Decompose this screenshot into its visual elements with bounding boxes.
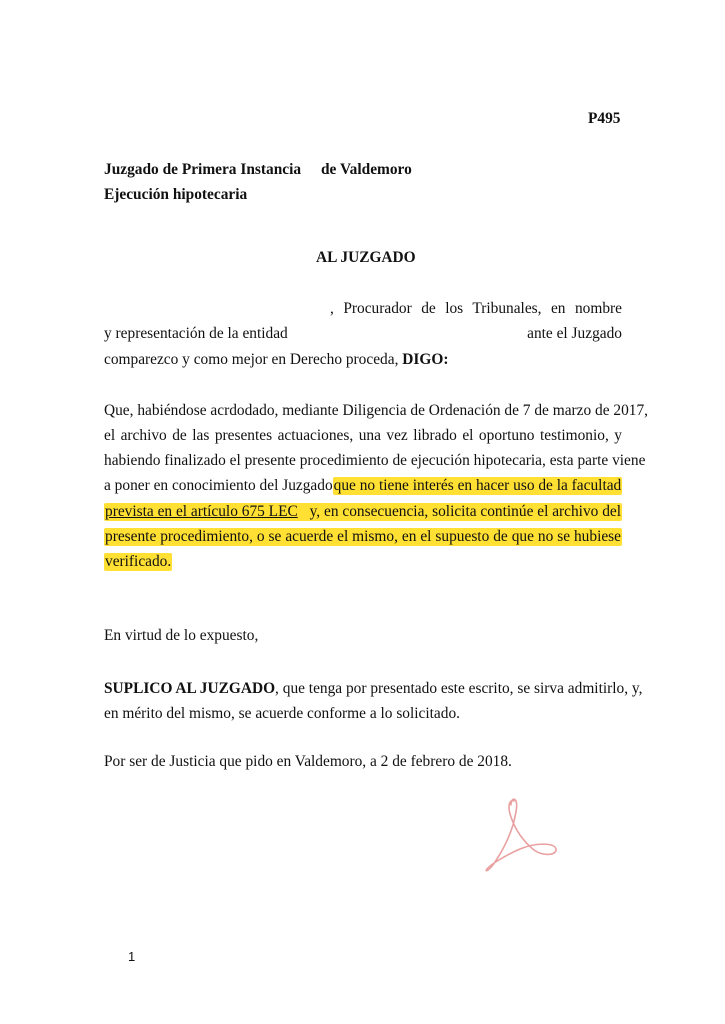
body-line-4-highlight: que no tiene interés en hacer uso de la facultad: [333, 477, 622, 494]
body-line-4-plain: a poner en conocimiento del Juzgado: [104, 477, 333, 494]
page-number: 1: [128, 949, 136, 964]
adobe-sign-icon: [478, 795, 562, 875]
intro-line-3: [104, 351, 448, 369]
intro-line-1: , Procurador de los Tribunales, en nombre: [330, 300, 622, 317]
virtud-line: En virtud de lo expuesto,: [104, 627, 259, 644]
body-line-7: verificado.: [105, 553, 172, 570]
document-reference: P495: [588, 110, 621, 127]
intro-line-2b: ante el Juzgado: [527, 325, 622, 342]
suplico-text: , que tenga por presentado este escrito, se sirva admitirlo, y,: [275, 680, 643, 697]
date-line: Por ser de Justicia que pido en Valdemoro, a 2 de febrero de 2018.: [104, 753, 512, 770]
body-line-4: [104, 477, 622, 495]
body-line-2: el archivo de las presentes actuaciones, una vez librado el oportuno testimonio, y: [104, 427, 622, 444]
digo-label: DIGO:: [402, 351, 449, 368]
article-reference: prevista en el artículo 675 LEC: [105, 503, 298, 520]
intro-line-2a: y representación de la entidad: [104, 325, 288, 342]
body-line-6: presente procedimiento, o se acuerde el mismo, en el supuesto de que no se hubiese: [105, 528, 621, 545]
court-name: Juzgado de Primera Instancia: [104, 161, 302, 178]
body-line-5-rest: y, en consecuencia, solicita continúe el archivo del: [309, 503, 621, 520]
suplico-line-2: en mérito del mismo, se acuerde conforme a lo solicitado.: [104, 705, 461, 722]
procedure-type: Ejecución hipotecaria: [104, 186, 248, 203]
court-place: de Valdemoro: [321, 161, 412, 178]
body-line-3: habiendo finalizado el presente procedimiento de ejecución hipotecaria, esta parte viene: [104, 452, 646, 469]
suplico-line-1: [104, 680, 642, 698]
body-line-1: Que, habiéndose acrdodado, mediante Diligencia de Ordenación de 7 de marzo de 2017,: [104, 402, 649, 419]
intro-line-3-text: comparezco y como mejor en Derecho proceda,: [104, 351, 399, 368]
addressee-heading: AL JUZGADO: [316, 249, 416, 266]
body-line-5: [104, 503, 622, 521]
suplico-label: SUPLICO AL JUZGADO: [104, 680, 276, 697]
